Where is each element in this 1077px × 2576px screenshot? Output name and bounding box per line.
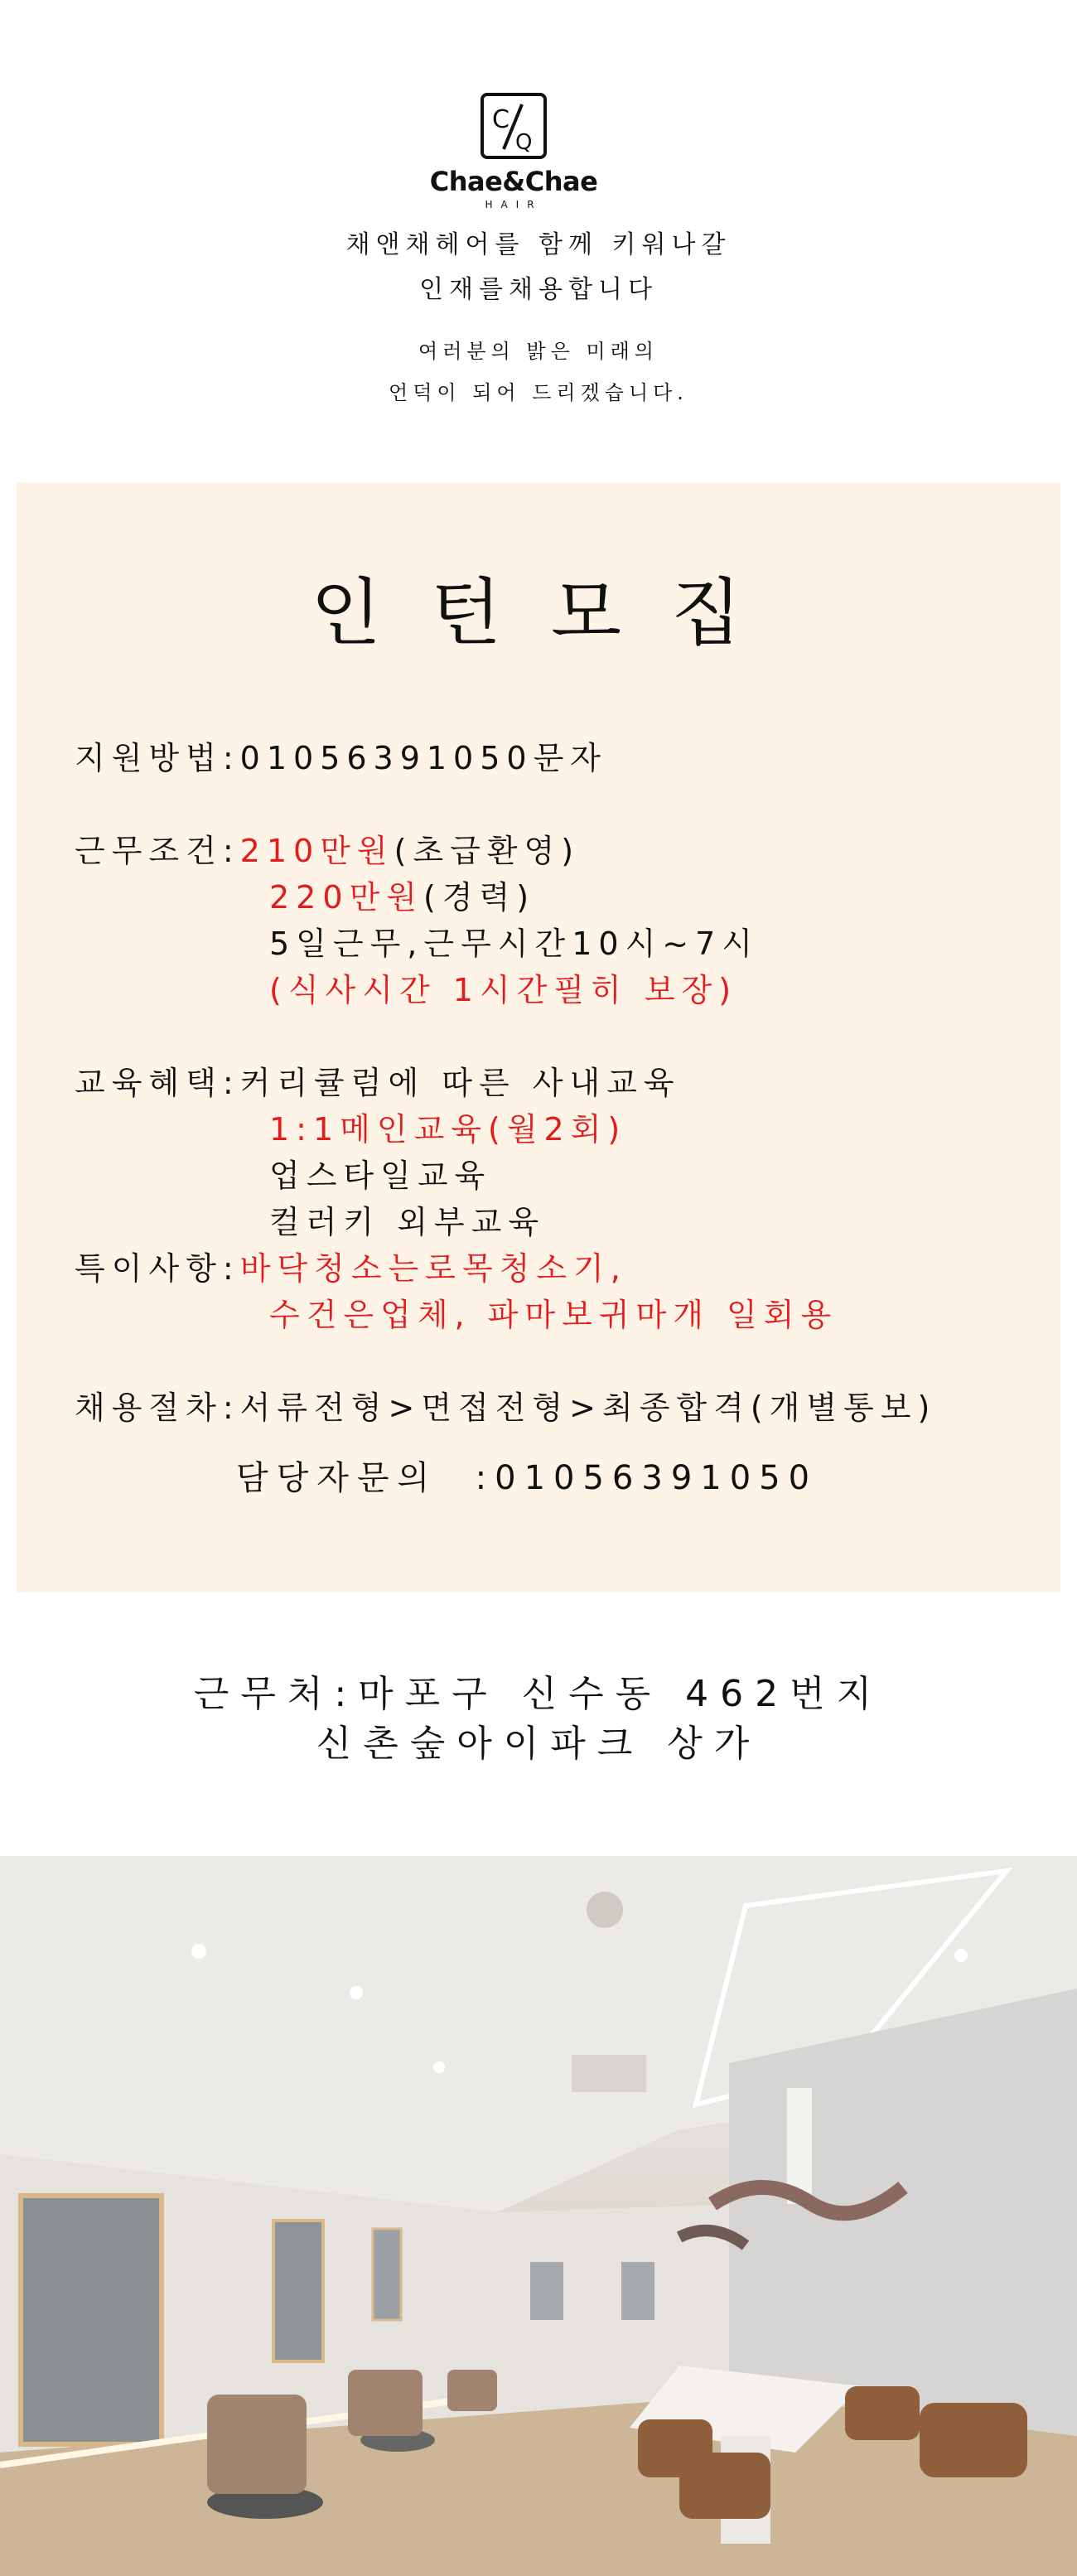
intro-line-4: 언덕이 되어 드리겠습니다. (389, 381, 688, 404)
intro-line-1: 채앤채헤어를 함께 키워나갈 (345, 230, 732, 259)
address-line-2: 신촌숲아이파크 상가 (316, 1723, 761, 1765)
logo-subtitle: HAIR (485, 199, 543, 210)
special-line-1: 바닥청소는로목청소기, (239, 1250, 627, 1287)
salary-senior-note: (경력) (423, 879, 536, 916)
education-row (75, 1057, 681, 1103)
intro-line-2: 인재를채용합니다 (419, 275, 658, 304)
apply-label: 지원방법: (75, 740, 240, 776)
education-item-1: 커리큘럼에 따른 사내교육 (239, 1065, 681, 1101)
recruit-panel (17, 482, 1060, 1592)
salon-interior-photo (0, 1856, 1077, 2576)
svg-text:C: C (492, 105, 510, 134)
special-line-2: 수건은업체, 파마보귀마개 일회용 (269, 1297, 838, 1333)
apply-row (75, 732, 607, 778)
conditions-row (75, 825, 580, 871)
education-item-4: 컬러키 외부교육 (269, 1204, 546, 1240)
salary-senior: 220만원 (269, 879, 423, 916)
process-row (75, 1382, 936, 1428)
work-hours: 5일근무,근무시간10시~7시 (269, 926, 759, 962)
contact-label: 담당자문의 (236, 1459, 438, 1497)
brand-logo (414, 93, 663, 215)
special-row (75, 1243, 627, 1288)
apply-value: 01056391050문자 (239, 740, 608, 776)
svg-text:Q: Q (515, 130, 533, 155)
meal-time: (식사시간 1시간필히 보장) (269, 972, 738, 1008)
salary-junior: 210만원 (239, 833, 394, 869)
logo-name: Chae&Chae (429, 166, 598, 197)
education-item-3: 업스타일교육 (269, 1158, 492, 1194)
address-line-1: 근무처:마포구 신수동 462번지 (193, 1673, 884, 1715)
salary-senior-row (269, 872, 535, 917)
process-value: 서류전형>면접전형>최종합격(개별통보) (239, 1389, 937, 1426)
panel-title: 인턴모집 (310, 570, 792, 655)
conditions-label: 근무조건: (75, 833, 240, 869)
education-label: 교육혜택: (75, 1065, 240, 1101)
special-label: 특이사항: (75, 1250, 240, 1287)
salary-junior-note: (초급환영) (394, 833, 581, 869)
contact-value: :01056391050 (475, 1459, 819, 1497)
logo-mark-icon (481, 93, 547, 159)
education-item-2: 1:1메인교육(월2회) (269, 1111, 627, 1148)
intro-line-3: 여러분의 밝은 미래의 (418, 340, 659, 363)
contact-row (236, 1452, 818, 1499)
process-label: 채용절차: (75, 1389, 240, 1426)
